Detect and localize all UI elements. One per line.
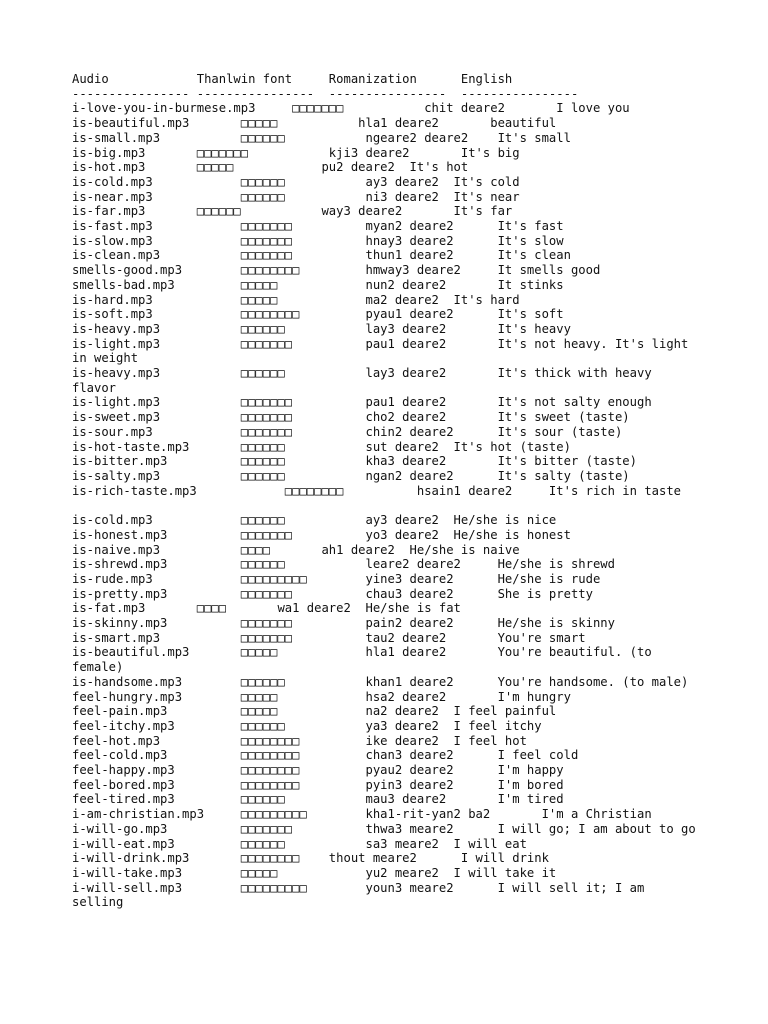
table-row: feel-hot.mp3 □□□□□□□□ ike deare2 I feel hot — [72, 733, 527, 748]
table-row: i-will-go.mp3 □□□□□□□ thwa3 meare2 I will go; I am about to go — [72, 821, 696, 836]
table-row: is-pretty.mp3 □□□□□□□ chau3 deare2 She is pretty — [72, 586, 593, 601]
table-row: i-will-sell.mp3 □□□□□□□□□ youn3 meare2 I will sell it; I am selling — [72, 880, 652, 910]
table-row: is-honest.mp3 □□□□□□□ yo3 deare2 He/she is honest — [72, 527, 571, 542]
table-row: is-soft.mp3 □□□□□□□□ pyau1 deare2 It's soft — [72, 307, 564, 322]
table-row: i-am-christian.mp3 □□□□□□□□□ kha1-rit-yan2 ba2 I'm a Christian — [72, 807, 652, 822]
table-row: is-beautiful.mp3 □□□□□ hla1 deare2 You're beautiful. (to female) — [72, 645, 660, 675]
table-row: feel-pain.mp3 □□□□□ na2 deare2 I feel painful — [72, 704, 557, 719]
table-row: is-smart.mp3 □□□□□□□ tau2 deare2 You're smart — [72, 630, 586, 645]
table-header-row: Audio Thanlwin font Romanization English — [72, 72, 513, 86]
table-row: i-will-drink.mp3 □□□□□□□□ thout meare2 I will drink — [72, 851, 549, 866]
table-row: is-heavy.mp3 □□□□□□ lay3 deare2 It's thick with heavy flavor — [72, 366, 660, 395]
table-row: is-far.mp3 □□□□□□ way3 deare2 It's far — [72, 204, 513, 219]
table-row: is-fast.mp3 □□□□□□□ myan2 deare2 It's fast — [72, 219, 564, 234]
table-row: is-light.mp3 □□□□□□□ pau1 deare2 It's not heavy. It's light in weight — [72, 336, 696, 366]
table-row: is-cold.mp3 □□□□□□ ay3 deare2 It's cold — [72, 174, 520, 189]
table-row: feel-bored.mp3 □□□□□□□□ pyin3 deare2 I'm bored — [72, 777, 564, 792]
table-row: is-bitter.mp3 □□□□□□ kha3 deare2 It's bitter (taste) — [72, 454, 637, 469]
table-row: is-slow.mp3 □□□□□□□ hnay3 deare2 It's slow — [72, 233, 564, 248]
table-row: is-light.mp3 □□□□□□□ pau1 deare2 It's not salty enough — [72, 395, 652, 410]
table-row: is-small.mp3 □□□□□□ ngeare2 deare2 It's small — [72, 130, 571, 145]
table-row: is-sweet.mp3 □□□□□□□ cho2 deare2 It's sweet (taste) — [72, 410, 630, 425]
table-row: feel-hungry.mp3 □□□□□ hsa2 deare2 I'm hungry — [72, 689, 571, 704]
table-row: is-hard.mp3 □□□□□ ma2 deare2 It's hard — [72, 292, 520, 307]
table-row: feel-itchy.mp3 □□□□□□ ya3 deare2 I feel itchy — [72, 718, 542, 733]
table-row: is-salty.mp3 □□□□□□ ngan2 deare2 It's salty (taste) — [72, 468, 630, 483]
table-row: is-handsome.mp3 □□□□□□ khan1 deare2 You're handsome. (to male) — [72, 674, 689, 689]
table-row: feel-happy.mp3 □□□□□□□□ pyau2 deare2 I'm happy — [72, 763, 564, 778]
table-row: i-will-take.mp3 □□□□□ yu2 meare2 I will take it — [72, 865, 557, 880]
table-row: feel-cold.mp3 □□□□□□□□ chan3 deare2 I feel cold — [72, 748, 579, 763]
table-row — [72, 498, 702, 513]
table-row: is-naive.mp3 □□□□ ah1 deare2 He/she is naive — [72, 542, 520, 557]
table-row: is-big.mp3 □□□□□□□ kji3 deare2 It's big — [72, 145, 520, 160]
table-row: is-rich-taste.mp3 □□□□□□□□ hsain1 deare2 It's rich in taste — [72, 483, 682, 498]
table-row: is-fat.mp3 □□□□ wa1 deare2 He/she is fat — [72, 601, 461, 616]
table-row: is-clean.mp3 □□□□□□□ thun1 deare2 It's clean — [72, 248, 571, 263]
table-row: feel-tired.mp3 □□□□□□ mau3 deare2 I'm tired — [72, 792, 564, 807]
table-row: is-skinny.mp3 □□□□□□□ pain2 deare2 He/she is skinny — [72, 616, 615, 631]
table-row: is-shrewd.mp3 □□□□□□ leare2 deare2 He/she is shrewd — [72, 557, 615, 572]
table-row: is-beautiful.mp3 □□□□□ hla1 deare2 beautiful — [72, 116, 557, 131]
table-row: smells-good.mp3 □□□□□□□□ hmway3 deare2 It smells good — [72, 263, 601, 278]
table-row: is-sour.mp3 □□□□□□□ chin2 deare2 It's sour (taste) — [72, 424, 623, 439]
vocabulary-table-text — [72, 72, 702, 910]
header-divider: ---------------- ---------------- ---------------- ---------------- — [72, 86, 579, 101]
table-row: is-rude.mp3 □□□□□□□□□ yine3 deare2 He/she is rude — [72, 571, 601, 586]
table-row: is-hot.mp3 □□□□□ pu2 deare2 It's hot — [72, 160, 469, 175]
table-row: is-near.mp3 □□□□□□ ni3 deare2 It's near — [72, 189, 520, 204]
table-row: is-heavy.mp3 □□□□□□ lay3 deare2 It's heavy — [72, 321, 571, 336]
table-row: is-hot-taste.mp3 □□□□□□ sut deare2 It's hot (taste) — [72, 439, 571, 454]
table-row: i-will-eat.mp3 □□□□□□ sa3 meare2 I will eat — [72, 836, 527, 851]
table-row: i-love-you-in-burmese.mp3 □□□□□□□ chit deare2 I love you — [72, 101, 630, 116]
table-row: is-cold.mp3 □□□□□□ ay3 deare2 He/she is nice — [72, 513, 557, 528]
table-row: smells-bad.mp3 □□□□□ nun2 deare2 It stinks — [72, 277, 564, 292]
